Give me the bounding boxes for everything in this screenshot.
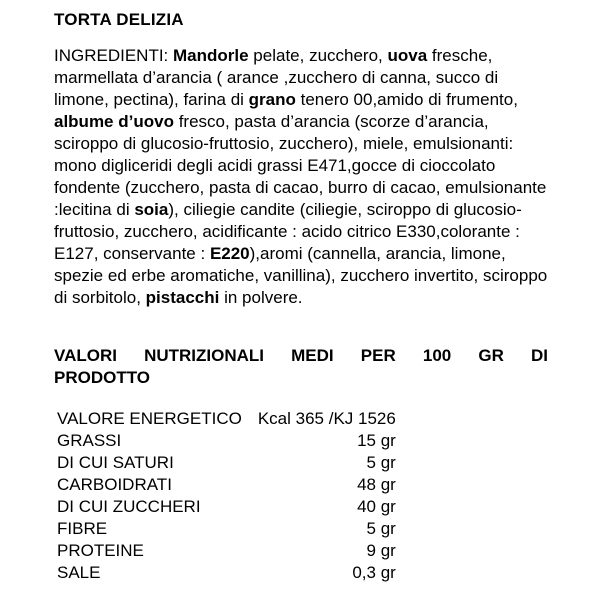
- table-row: [57, 540, 396, 562]
- ingredient-text: fresche, marmellata d’arancia ( arance ,zucchero di canna, succo di limone, pectina), farina di: [54, 46, 499, 109]
- ingredient-allergen: pistacchi: [145, 288, 220, 307]
- ingredient-allergen: albume d’uovo: [54, 112, 174, 131]
- ingredient-allergen: E220: [209, 244, 250, 263]
- nutrient-value: 40 gr: [357, 497, 396, 516]
- nutrition-heading-line-1: VALORI NUTRIZIONALI MEDI PER 100 GR DI: [54, 346, 548, 365]
- ingredient-allergen: Mandorle: [173, 46, 249, 65]
- table-row: [57, 518, 396, 540]
- nutrition-heading: [54, 345, 548, 389]
- ingredient-text: in polvere.: [219, 288, 303, 307]
- ingredient-text: tenero 00,amido di frumento,: [295, 90, 518, 109]
- nutrient-label: PROTEINE: [57, 541, 144, 560]
- nutrition-table-body: [57, 408, 396, 584]
- nutrient-value: 9 gr: [366, 541, 396, 560]
- nutrient-label-energy: VALORE ENERGETICO: [57, 409, 242, 428]
- nutrient-value: 5 gr: [366, 453, 396, 472]
- table-row-energy: [57, 408, 396, 430]
- table-row: [57, 430, 396, 452]
- table-row: [57, 452, 396, 474]
- nutrient-label: DI CUI ZUCCHERI: [57, 497, 201, 516]
- page-title: TORTA DELIZIA: [54, 10, 184, 29]
- ingredients-paragraph: [54, 45, 548, 309]
- ingredient-text: ), ciliegie candite (ciliegie, sciroppo di glucosio- fruttosio, zucchero, acidificante : acido citrico E330,colorante : E127, conservante :: [54, 200, 522, 263]
- nutrient-value: 15 gr: [357, 431, 396, 450]
- ingredient-text: fresco, pasta d’arancia (scorze d’arancia, sciroppo di glucosio-fruttosio, zucchero), miele, emulsionanti: mono digliceridi degli acidi grassi E471,gocce di cioccolato fondente (zucchero, pasta di cacao, burro di cacao, emulsionante :lecitina di: [54, 112, 547, 219]
- nutrient-value: 5 gr: [366, 519, 396, 538]
- ingredient-allergen: uova: [387, 46, 428, 65]
- nutrient-label: SALE: [57, 563, 101, 582]
- ingredient-text: pelate, zucchero,: [248, 46, 388, 65]
- nutrient-label: DI CUI SATURI: [57, 453, 174, 472]
- nutrient-label: GRASSI: [57, 431, 122, 450]
- ingredient-allergen: grano: [248, 90, 296, 109]
- ingredient-text: INGREDIENTI:: [54, 46, 174, 65]
- nutrient-value-energy: Kcal 365 /KJ 1526: [257, 409, 396, 428]
- nutrition-table: [57, 408, 396, 584]
- ingredient-allergen: soia: [134, 200, 169, 219]
- nutrition-heading-line-2: PRODOTTO: [54, 368, 151, 387]
- table-row: [57, 474, 396, 496]
- nutrient-value: 0,3 gr: [352, 563, 396, 582]
- nutrient-label: CARBOIDRATI: [57, 475, 172, 494]
- table-row: [57, 562, 396, 584]
- nutrient-label: FIBRE: [57, 519, 108, 538]
- ingredient-text: ),aromi (cannella, arancia, limone, spezie ed erbe aromatiche, vanillina), zucchero invertito, sciroppo di sorbitolo,: [54, 244, 548, 307]
- table-row: [57, 496, 396, 518]
- nutrient-value: 48 gr: [357, 475, 396, 494]
